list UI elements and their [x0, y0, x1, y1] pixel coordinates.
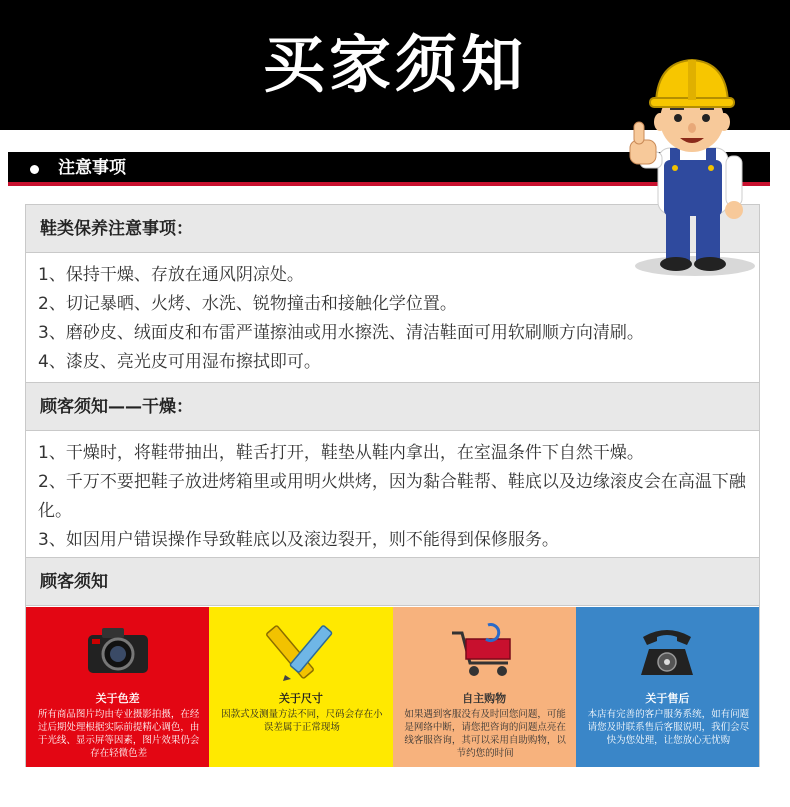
- tile-text: 所有商品图片均由专业摄影拍摄，在经过后期处理根据实际前提精心调色，由于光线、显示屏等因素，图片效果仍会存在轻微色差: [37, 709, 200, 759]
- tile-title: 关于色差: [95, 692, 140, 705]
- drying-panel: [25, 382, 760, 557]
- tile-title: 关于尺寸: [278, 692, 323, 705]
- drying-heading: 顾客须知——干燥：: [26, 383, 759, 431]
- list-item: 3、磨砂皮、绒面皮和布雷严谨擦油或用水擦洗、清洁鞋面可用软刷顺方向清刷。: [38, 323, 644, 343]
- tile-after-sales: [576, 607, 759, 767]
- tile-text: 本店有完善的客户服务系统，如有问题请您及时联系售后客服说明，我们会尽快为您处理，让您放心无忧购: [587, 709, 750, 746]
- tile-text: 如果遇到客服没有及时回您问题，可能是网络中断，请您把咨询的问题点亮在线客服咨询，其可以采用自助购物，以节约您的时间: [404, 709, 566, 759]
- care-heading: 鞋类保养注意事项：: [26, 205, 759, 253]
- tile-color-difference: [26, 607, 209, 767]
- ruler-pencil-icon: [261, 619, 341, 681]
- tile-self-service: [393, 607, 576, 767]
- drying-list: [26, 431, 759, 563]
- tile-size: [209, 607, 392, 767]
- tile-title: 关于售后: [645, 692, 690, 705]
- list-item: 2、切记暴晒、火烤、水洗、锐物撞击和接触化学位置。: [38, 294, 457, 314]
- notice-panel: [25, 557, 760, 767]
- notice-tiles: [26, 607, 759, 767]
- list-item: 2、千万不要把鞋子放进烤箱里或用明火烘烤，因为黏合鞋帮、鞋底以及边缘滚皮会在高温下融化。: [38, 472, 746, 521]
- worker-mascot-icon: [600, 44, 780, 280]
- section-title: 注意事项: [58, 158, 126, 178]
- list-item: 4、漆皮、亮光皮可用湿布擦拭即可。: [38, 352, 321, 372]
- tile-title: 自主购物: [462, 692, 507, 705]
- page-title: 买家须知: [262, 28, 527, 101]
- bullet-icon: [30, 165, 39, 174]
- tile-text: 因款式及测量方法不同，尺码会存在小误差属于正常现场: [221, 709, 383, 733]
- shopping-cart-icon: [444, 619, 524, 681]
- list-item: 1、干燥时，将鞋带抽出，鞋舌打开，鞋垫从鞋内拿出，在室温条件下自然干燥。: [38, 443, 644, 463]
- list-item: 3、如因用户错误操作导致鞋底以及滚边裂开，则不能得到保修服务。: [38, 530, 559, 550]
- camera-icon: [78, 619, 158, 681]
- notice-heading: 顾客须知: [26, 558, 759, 606]
- list-item: 1、保持干燥、存放在通风阴凉处。: [38, 265, 304, 285]
- telephone-icon: [627, 619, 707, 681]
